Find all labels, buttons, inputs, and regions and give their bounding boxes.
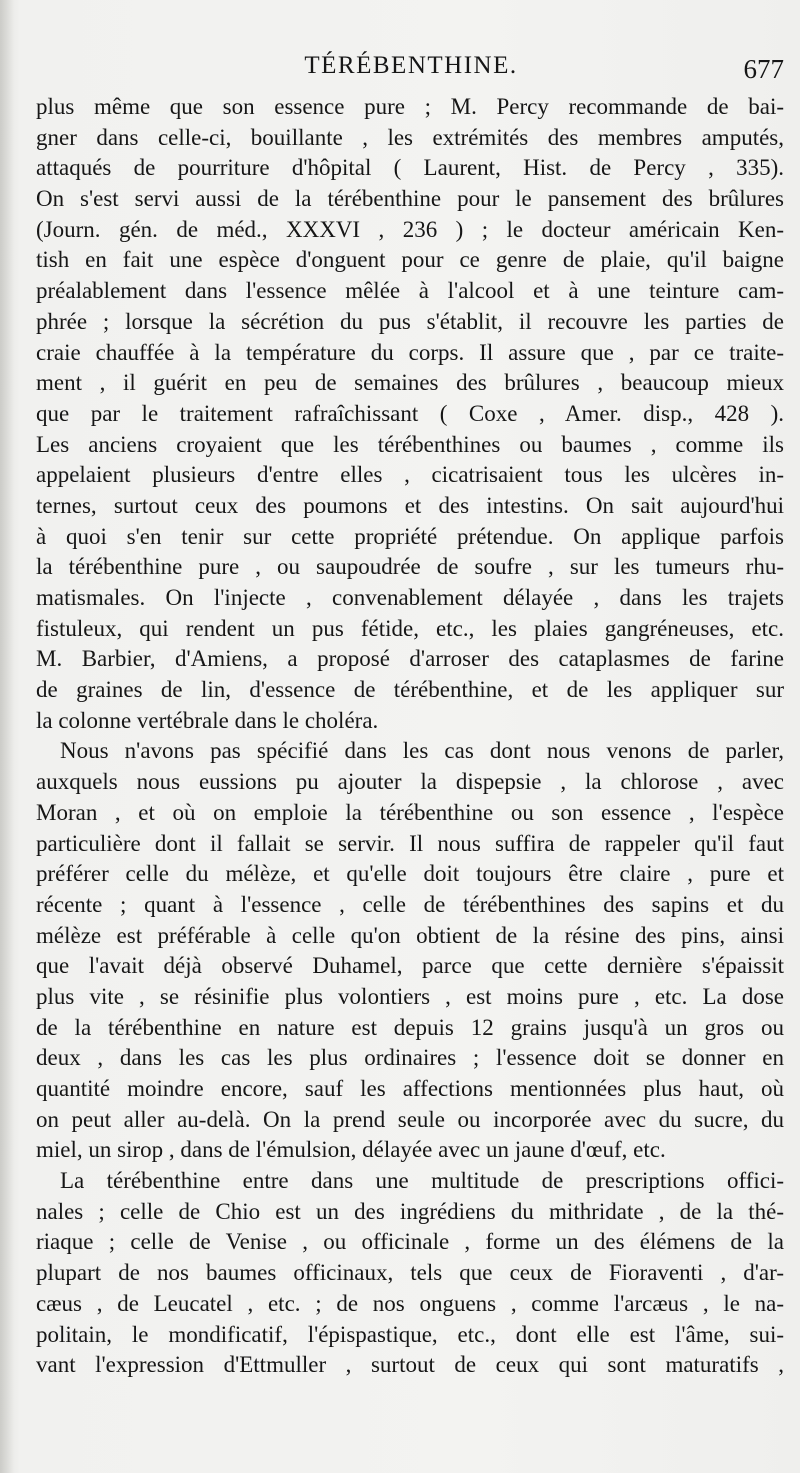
- text-line: politain, le mondificatif, l'épispastique, etc., dont elle est l'âme, sui-: [36, 1321, 784, 1347]
- running-title: TÉRÉBENTHINE.: [304, 52, 518, 79]
- text-line: plus vite , se résinifie plus volontiers , est moins pure , etc. La dose: [36, 983, 784, 1009]
- text-line: tish en fait une espèce d'onguent pour ce genre de plaie, qu'il baigne: [36, 247, 784, 273]
- text-line: gner dans celle-ci, bouillante , les extrémités des membres amputés,: [36, 124, 784, 150]
- text-line: attaqués de pourriture d'hôpital ( Laurent, Hist. de Percy , 335).: [36, 155, 784, 181]
- text-line: La térébenthine entre dans une multitude de prescriptions offici-: [60, 1168, 784, 1194]
- text-line: matismales. On l'injecte , convenablement délayée , dans les trajets: [36, 585, 784, 610]
- text-line: particulière dont il fallait se servir. Il nous suffira de rappeler qu'il faut: [36, 830, 784, 856]
- text-line: phrée ; lorsque la sécrétion du pus s'établit, il recouvre les parties de: [36, 308, 784, 334]
- text-line: miel, un sirop , dans de l'émulsion, délayée avec un jaune d'œuf, etc.: [36, 1137, 666, 1163]
- page-number: 677: [743, 54, 784, 84]
- text-line: nales ; celle de Chio est un des ingrédiens du mithridate , de la thé-: [36, 1198, 784, 1224]
- text-line: Nous n'avons pas spécifié dans les cas dont nous venons de parler,: [60, 738, 784, 764]
- text-line: fistuleux, qui rendent un pus fétide, etc., les plaies gangréneuses, etc.: [36, 615, 784, 641]
- text-line: Les anciens croyaient que les térébenthines ou baumes , comme ils: [36, 431, 784, 457]
- text-line: appelaient plusieurs d'entre elles , cicatrisaient tous les ulcères in-: [36, 462, 784, 488]
- text-line: à quoi s'en tenir sur cette propriété prétendue. On applique parfois: [36, 523, 784, 549]
- text-line: On s'est servi aussi de la térébenthine pour le pansement des brûlures: [36, 186, 784, 212]
- text-line: vant l'expression d'Ettmuller , surtout de ceux qui sont maturatifs ,: [36, 1352, 784, 1378]
- text-line: cæus , de Leucatel , etc. ; de nos onguens , comme l'arcæus , le na-: [36, 1290, 784, 1316]
- text-line: plus même que son essence pure ; M. Percy recommande de bai-: [36, 94, 784, 119]
- text-line: (Journ. gén. de méd., XXXVI , 236 ) ; le docteur américain Ken-: [36, 216, 784, 242]
- text-line: la colonne vertébrale dans le choléra.: [36, 707, 379, 733]
- page-edge-shadow: [0, 0, 14, 1473]
- text-line: on peut aller au-delà. On la prend seule ou incorporée avec du sucre, du: [36, 1106, 784, 1132]
- text-line: la térébenthine pure , ou saupoudrée de soufre , sur les tumeurs rhu-: [36, 554, 784, 580]
- text-line: préalablement dans l'essence mêlée à l'alcool et à une teinture cam-: [36, 278, 784, 304]
- text-line: Moran , et où on emploie la térébenthine ou son essence , l'espèce: [36, 799, 784, 825]
- text-line: deux , dans les cas les plus ordinaires ; l'essence doit se donner en: [36, 1045, 784, 1071]
- text-line: préférer celle du mélèze, et qu'elle doit toujours être claire , pure et: [36, 861, 784, 887]
- text-line: quantité moindre encore, sauf les affections mentionnées plus haut, où: [36, 1076, 784, 1101]
- text-line: ment , il guérit en peu de semaines des brûlures , beaucoup mieux: [36, 370, 784, 396]
- running-header: [36, 52, 786, 86]
- text-line: craie chauffée à la température du corps. Il assure que , par ce traite-: [36, 339, 784, 365]
- text-line: récente ; quant à l'essence , celle de térébenthines des sapins et du: [36, 891, 784, 917]
- text-line: riaque ; celle de Venise , ou officinale , forme un des élémens de la: [36, 1229, 784, 1255]
- text-line: M. Barbier, d'Amiens, a proposé d'arroser des cataplasmes de farine: [36, 646, 784, 672]
- text-line: ternes, surtout ceux des poumons et des intestins. On sait aujourd'hui: [36, 492, 784, 518]
- text-line: que par le traitement rafraîchissant ( Coxe , Amer. disp., 428 ).: [36, 400, 784, 426]
- text-line: plupart de nos baumes officinaux, tels que ceux de Fioraventi , d'ar-: [36, 1260, 784, 1286]
- text-line: que l'avait déjà observé Duhamel, parce que cette dernière s'épaissit: [36, 953, 784, 979]
- text-line: mélèze est préférable à celle qu'on obtient de la résine des pins, ainsi: [36, 922, 784, 948]
- text-line: auxquels nous eussions pu ajouter la dispepsie , la chlorose , avec: [36, 769, 784, 795]
- text-line: de graines de lin, d'essence de térébenthine, et de les appliquer sur: [36, 677, 784, 703]
- body-text: [36, 92, 784, 1381]
- text-line: de la térébenthine en nature est depuis 12 grains jusqu'à un gros ou: [36, 1014, 784, 1040]
